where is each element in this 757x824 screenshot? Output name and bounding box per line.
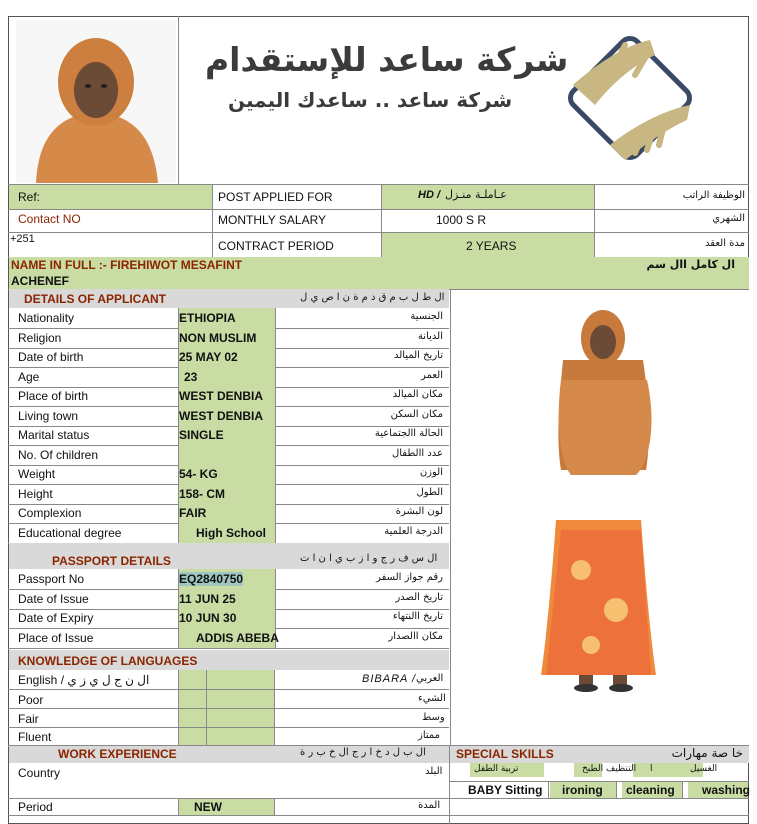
passport-field-label-ar: تاريخ االنتهاء	[392, 611, 443, 622]
col-divider	[178, 523, 179, 543]
work-period-label: Period	[18, 800, 53, 814]
applicant-field-label: No. Of children	[18, 448, 99, 462]
col-divider	[178, 628, 179, 648]
lang-fluent-ar: ممتاز	[418, 730, 441, 741]
skill-ironing: ironing	[562, 783, 603, 797]
col-divider	[275, 464, 276, 484]
lang-poor-ar: الشيء	[418, 693, 446, 704]
full-body-photo	[450, 290, 748, 746]
passport-field-label: Place of Issue	[18, 631, 94, 645]
applicant-field-label: Living town	[18, 409, 79, 423]
passport-header-label: PASSPORT DETAILS	[52, 554, 171, 568]
company-name: شركة ساعد للإستقدام	[205, 40, 569, 79]
skill-ar-2: التنظيف	[606, 764, 637, 774]
full-name-line2: ACHENEF	[11, 274, 70, 288]
col-divider	[275, 589, 276, 609]
applicant-field-label-ar: الجنسية	[410, 311, 443, 322]
passport-field-label: Passport No	[18, 572, 85, 586]
applicant-field-value: WEST DENBIA	[179, 409, 263, 423]
col-divider	[275, 503, 276, 523]
contract-label: CONTRACT PERIOD	[218, 239, 334, 253]
applicant-field-label-ar: العمر	[421, 370, 443, 381]
applicant-field-label-ar: تاريخ الميالد	[393, 350, 443, 361]
skills-header-ar: خا صة مهارات	[671, 746, 743, 760]
applicant-field-value: FAIR	[179, 506, 207, 520]
work-header-ar: ال ب ل د خ ا ر ج ال خ ب ر ة	[300, 747, 426, 758]
work-header-label: WORK EXPERIENCE	[58, 747, 177, 761]
applicant-field-label-ar: لون البشرة	[395, 506, 443, 517]
col-divider	[275, 347, 276, 367]
passport-field-label: Date of Issue	[18, 592, 89, 606]
passport-field-value: 10 JUN 30	[179, 611, 237, 625]
applicant-field-value: 54- KG	[179, 467, 218, 481]
contact-label: Contact NO	[18, 212, 81, 226]
languages-header-label: KNOWLEDGE OF LANGUAGES	[18, 654, 198, 668]
applicant-header-ar: ال ط ل ب م ق د م ة ن ا ص ي ل	[300, 292, 445, 303]
skill-ar-0: تربية الطفل	[474, 764, 519, 774]
lang-fair-label: Fair	[18, 712, 39, 726]
applicant-field-label: Complexion	[18, 506, 82, 520]
col-divider	[275, 308, 276, 328]
company-slogan: شركة ساعد .. ساعدك اليمين	[228, 88, 513, 112]
applicant-field-value: WEST DENBIA	[179, 389, 263, 403]
post-value-ar: عـاملـة منـزل	[445, 188, 507, 201]
ref-label: Ref:	[18, 190, 41, 204]
salary-value: 1000 S R	[436, 213, 487, 227]
passport-field-label-ar: رقم جواز السفر	[376, 572, 443, 583]
work-period-ar: المدة	[418, 800, 441, 811]
lang-poor-label: Poor	[18, 693, 44, 707]
skill-washing: washing	[702, 783, 751, 797]
applicant-field-label: Age	[18, 370, 40, 384]
skill-ar-1: الطبخ	[582, 764, 604, 774]
lang-arabic-ar: العربي	[416, 673, 444, 684]
skill-ar-4: الغسيل	[690, 764, 718, 774]
applicant-field-value: ETHIOPIA	[179, 311, 236, 325]
lang-english-label: English / ال ن ج ل ي ز ي	[18, 673, 150, 687]
col-divider	[178, 445, 179, 465]
applicant-field-value: 158- CM	[179, 487, 226, 501]
applicant-field-label-ar: الديانة	[417, 331, 443, 342]
work-country-label: Country	[18, 766, 61, 780]
post-label: POST APPLIED FOR	[218, 190, 333, 204]
applicant-field-value: 25 MAY 02	[179, 350, 238, 364]
col-divider	[275, 386, 276, 406]
full-name-text: NAME IN FULL :- FIREHIWOT MESAFINT	[11, 258, 243, 272]
applicant-field-label: Weight	[18, 467, 56, 481]
phone-value: +251	[10, 233, 35, 245]
passport-field-label-ar: تاريخ الصدر	[395, 592, 443, 603]
applicant-field-value: High School	[196, 526, 266, 540]
lang-arabic-label: BIBARA /	[362, 673, 417, 685]
applicant-field-label-ar: مكان السكن	[390, 409, 443, 420]
applicant-field-label-ar: عدد االطفال	[391, 448, 443, 459]
contract-label-ar: مدة العقد	[705, 238, 745, 249]
company-logo	[555, 25, 705, 173]
work-country-ar: البلد	[425, 766, 443, 777]
salary-label: MONTHLY SALARY	[218, 213, 327, 227]
col-divider	[275, 425, 276, 445]
passport-header-ar: ال س ف ر ج و ا ز ب ي ا ن ا ت	[300, 553, 438, 564]
passport-field-value: ADDIS ABEBA	[196, 631, 279, 645]
row-divider	[8, 648, 449, 649]
applicant-field-label: Date of birth	[18, 350, 84, 364]
applicant-field-label: Nationality	[18, 311, 75, 325]
applicant-field-label: Educational degree	[18, 526, 122, 540]
col-divider	[275, 608, 276, 628]
applicant-field-label: Religion	[18, 331, 62, 345]
skill-cleaning: cleaning	[626, 783, 675, 797]
applicant-field-label: Marital status	[18, 428, 90, 442]
passport-field-value: EQ2840750	[179, 572, 244, 586]
applicant-field-label-ar: الدرجة العلمية	[384, 526, 443, 537]
applicant-field-label-ar: الحالة االجتماعية	[374, 428, 443, 439]
col-divider	[275, 484, 276, 504]
col-divider	[275, 328, 276, 348]
skill-baby-sitting: BABY Sitting	[468, 783, 543, 797]
applicant-field-value: NON MUSLIM	[179, 331, 257, 345]
work-period-value: NEW	[194, 800, 222, 814]
col-divider	[275, 523, 276, 543]
col-divider	[178, 367, 179, 387]
passport-field-label: Date of Expiry	[18, 611, 94, 625]
applicant-field-value: SINGLE	[179, 428, 224, 442]
col-divider	[275, 406, 276, 426]
applicant-header-label: DETAILS OF APPLICANT	[24, 292, 166, 306]
portrait-photo	[16, 20, 176, 183]
lang-fluent-label: Fluent	[18, 730, 52, 744]
applicant-field-label-ar: الطول	[416, 487, 443, 498]
full-name-label-ar: ال كامل اال سم	[646, 258, 735, 271]
full-name	[11, 258, 242, 272]
applicant-field-label: Height	[18, 487, 53, 501]
applicant-field-label-ar: الوزن	[419, 467, 443, 478]
lang-fair-ar: وسط	[422, 712, 445, 723]
passport-field-value: 11 JUN 25	[179, 592, 236, 606]
applicant-value-cell	[178, 445, 275, 465]
col-divider	[275, 445, 276, 465]
applicant-field-value: 23	[184, 370, 198, 384]
skills-header-label: SPECIAL SKILLS	[456, 747, 554, 761]
contract-value: 2 YEARS	[466, 239, 517, 253]
passport-field-label-ar: مكان االصدار	[388, 631, 443, 642]
salary-label-ar: الشهري	[712, 213, 745, 224]
applicant-field-label: Place of birth	[18, 389, 89, 403]
post-value: HD /	[418, 189, 440, 201]
col-divider	[275, 367, 276, 387]
applicant-field-label-ar: مكان الميالد	[392, 389, 443, 400]
post-label-ar: الوظيفة الراتب	[682, 190, 745, 201]
col-divider	[275, 569, 276, 589]
skill-ar-3: ا	[650, 764, 653, 774]
